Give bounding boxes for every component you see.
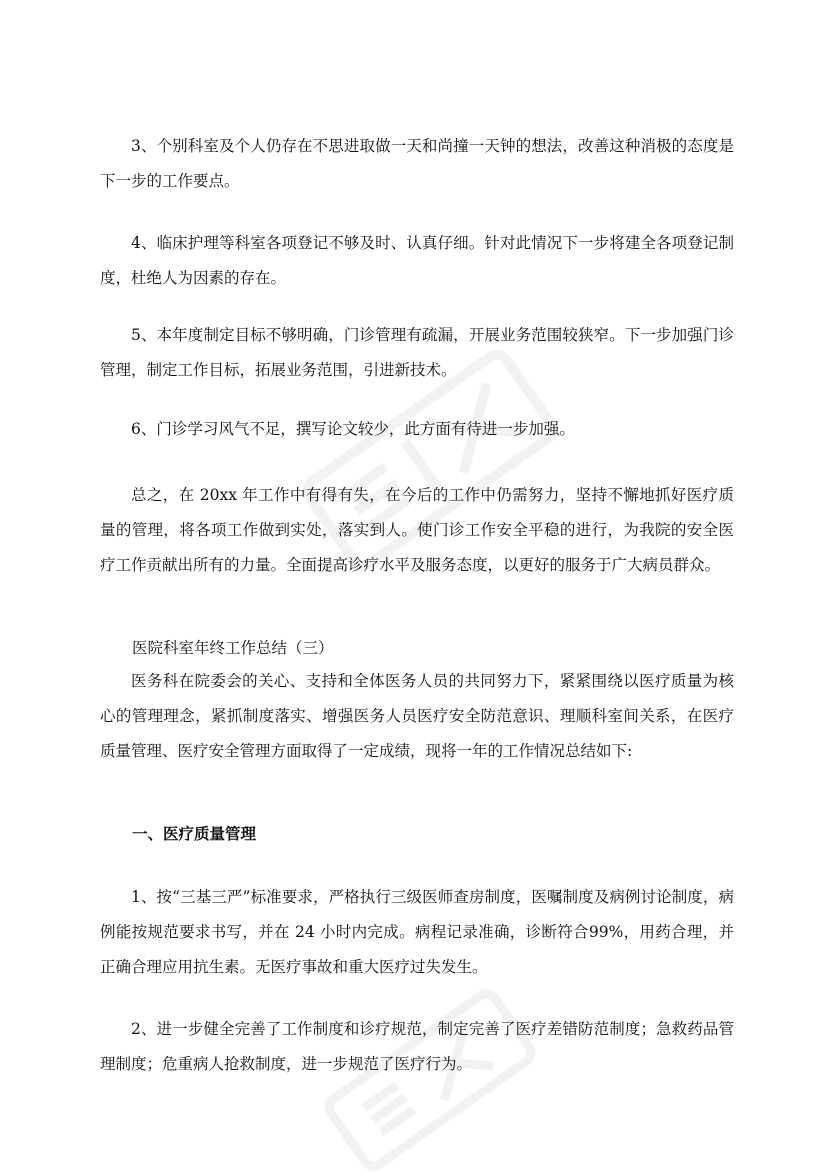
paragraph-5: 5、本年度制定目标不够明确，门诊管理有疏漏，开展业务范围较狭窄。下一步加强门诊管理，制定工作目标，拓展业务范围，引进新技术。 xyxy=(100,326,734,379)
item-2: 2、进一步健全完善了工作制度和诊疗规范，制定完善了医疗差错防范制度；急救药品管理制度；危重病人抢救制度，进一步规范了医疗行为。 xyxy=(100,1020,734,1073)
paragraph-4: 4、临床护理等科室各项登记不够及时、认真仔细。针对此情况下一步将建全各项登记制度，杜绝人为因素的存在。 xyxy=(100,234,734,287)
summary-paragraph: 总之，在 20xx 年工作中有得有失，在今后的工作中仍需努力，坚持不懈地抓好医疗质量的管理，将各项工作做到实处，落实到人。使门诊工作安全平稳的进行，为我院的安全医疗工作贡献出所有的力量。全面提高诊疗水平及服务态度，以更好的服务于广大病员群众。 xyxy=(100,486,734,574)
intro-paragraph: 医务科在院委会的关心、支持和全体医务人员的共同努力下，紧紧围绕以医疗质量为核心的管理理念，紧抓制度落实、增强医务人员医疗安全防范意识、理顺科室间关系，在医疗质量管理、医疗安全管理方面取得了一定成绩，现将一年的工作情况总结如下: xyxy=(100,672,734,760)
item-1: 1、按“三基三严”标准要求，严格执行三级医师查房制度，医嘱制度及病例讨论制度，病例能按规范要求书写，并在 24 小时内完成。病程记录准确，诊断符合99%，用药合理，并正确合理应用抗生素。无医疗事故和重大医疗过失发生。 xyxy=(100,888,734,976)
paragraph-3: 3、个别科室及个人仍存在不思进取做一天和尚撞一天钟的想法，改善这种消极的态度是下一步的工作要点。 xyxy=(100,137,734,190)
heading-medical-quality: 一、医疗质量管理 xyxy=(132,824,257,843)
paragraph-6: 6、门诊学习风气不足，撰写论文较少，此方面有待进一步加强。 xyxy=(131,420,575,438)
section-title: 医院科室年终工作总结（三） xyxy=(132,639,334,657)
